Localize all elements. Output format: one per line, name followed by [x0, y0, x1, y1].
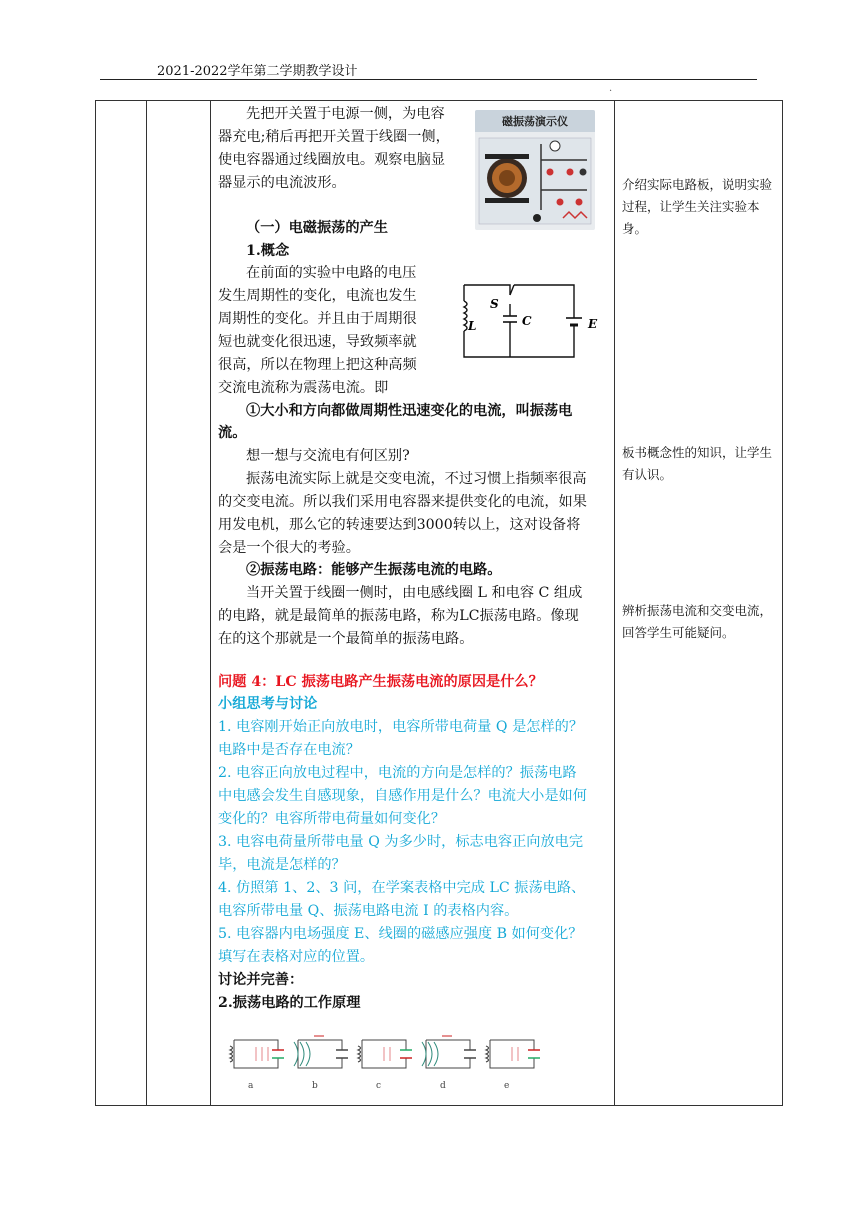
note-line: 有认识。 [622, 467, 673, 482]
intro-line: 先把开关置于电源一侧，为电容 [246, 106, 445, 122]
page-header-text: 2021-2022学年第二学期教学设计 [157, 64, 358, 79]
discuss-and-refine: 讨论并完善： [218, 972, 304, 988]
group-discussion-title: 小组思考与讨论 [218, 696, 318, 712]
section-title: （一）电磁振荡的产生 [246, 220, 388, 236]
note-line: 回答学生可能疑问。 [622, 625, 735, 640]
note-line: 板书概念性的知识，让学生 [622, 445, 773, 460]
stage-c [358, 1040, 412, 1068]
note-line: 过程，让学生关注实验本 [622, 199, 760, 214]
figure-label-a: a [248, 1081, 254, 1091]
oscillation-demo-photo [475, 110, 595, 230]
question-4: 问题 4：LC 振荡电路产生振荡电流的原因是什么？ [218, 674, 543, 690]
concept-title: 1.概念 [246, 243, 290, 259]
discussion-item: 5. 电容器内电场强度 E、线圈的磁感应强度 B 如何变化？ [218, 926, 583, 942]
lc-circuit-line: 当开关置于线圈一侧时，由电感线圈 L 和电容 C 组成 [246, 585, 583, 601]
explanation-line: 振荡电流实际上就是交变电流，不过习惯上指频率很高 [246, 471, 587, 487]
explanation-line: 的交变电流。所以我们采用电容器来提供变化的电流，如果 [218, 494, 587, 510]
stage-b [294, 1036, 348, 1068]
figure-label-c: c [376, 1081, 382, 1091]
note-line: 辨析振荡电流和交变电流， [622, 603, 773, 618]
discussion-item: 电路中是否存在电流？ [218, 742, 360, 758]
lc-circuit-diagram [454, 281, 602, 361]
definition-oscillating-current-end: 流。 [218, 425, 247, 441]
circuit-label-C: C [522, 314, 532, 328]
teacher-note-3 [622, 600, 780, 644]
discussion-item: 电容所带电量 Q、振荡电路电流 I 的表格内容。 [218, 903, 519, 919]
teacher-note-2 [622, 442, 780, 486]
definition-oscillating-current: ①大小和方向都做周期性迅速变化的电流，叫振荡电 [246, 403, 573, 419]
discussion-item: 毕，电流是怎样的？ [218, 857, 346, 873]
figure-label-e: e [504, 1081, 510, 1091]
column-divider-1 [146, 101, 147, 1105]
discussion-item: 3. 电容电荷量所带电量 Q 为多少时，标志电容正向放电完 [218, 834, 584, 850]
header-dot: · [609, 86, 613, 97]
explanation-line: 用发电机，那么它的转速要达到3000转以上，这对设备将 [218, 517, 581, 533]
think-prompt: 想一想与交流电有何区别? [246, 448, 410, 464]
figure-label-b: b [312, 1081, 318, 1091]
intro-line: 器充电;稍后再把开关置于线圈一侧， [218, 129, 450, 145]
concept-line: 周期性的变化。并且由于周期很 [218, 311, 417, 327]
figure-label-d: d [440, 1081, 446, 1091]
header-rule [100, 79, 757, 80]
discussion-item: 4. 仿照第 1、2、3 问，在学案表格中完成 LC 振荡电路、 [218, 880, 586, 896]
lc-circuit-line: 的电路，就是最简单的振荡电路，称为LC振荡电路。像现 [218, 608, 579, 624]
stage-e [486, 1040, 540, 1068]
concept-line: 发生周期性的变化，电流也发生 [218, 288, 417, 304]
oscillation-stages-diagram [222, 1022, 552, 1092]
principle-title: 2.振荡电路的工作原理 [218, 995, 361, 1011]
lc-circuit-line: 在的这个那就是一个最简单的振荡电路。 [218, 631, 474, 647]
column-divider-2 [210, 101, 211, 1105]
intro-line: 使电容器通过线圈放电。观察电脑显 [218, 152, 446, 168]
photo-title-label: 磁振荡演示仪 [502, 115, 568, 128]
discussion-item: 2. 电容正向放电过程中，电流的方向是怎样的？振荡电路 [218, 765, 577, 781]
concept-line: 交流电流称为震荡电流。即 [218, 380, 389, 396]
explanation-line: 会是一个很大的考验。 [218, 540, 360, 556]
circuit-label-E: E [588, 317, 598, 331]
intro-line: 器显示的电流波形。 [218, 175, 346, 191]
circuit-label-S: S [490, 297, 499, 311]
concept-line: 很高，所以在物理上把这种高频 [218, 357, 417, 373]
note-line: 介绍实际电路板，说明实验 [622, 177, 773, 192]
concept-line: 在前面的实验中电路的电压 [246, 265, 417, 281]
stage-a [230, 1040, 284, 1068]
stage-d [422, 1036, 476, 1068]
note-line: 身。 [622, 221, 648, 236]
discussion-item: 变化的？电容所带电荷量如何变化？ [218, 811, 446, 827]
discussion-item: 1. 电容刚开始正向放电时，电容所带电荷量 Q 是怎样的？ [218, 719, 584, 735]
concept-line: 短也就变化很迅速，导致频率就 [218, 334, 417, 350]
discussion-item: 中电感会发生自感现象，自感作用是什么？电流大小是如何 [218, 788, 587, 804]
column-divider-3 [614, 101, 615, 1105]
discussion-item: 填写在表格对应的位置。 [218, 949, 375, 965]
circuit-label-L: L [468, 319, 477, 333]
teacher-note-1 [622, 174, 780, 240]
definition-oscillating-circuit: ②振荡电路：能够产生振荡电流的电路。 [246, 562, 502, 578]
